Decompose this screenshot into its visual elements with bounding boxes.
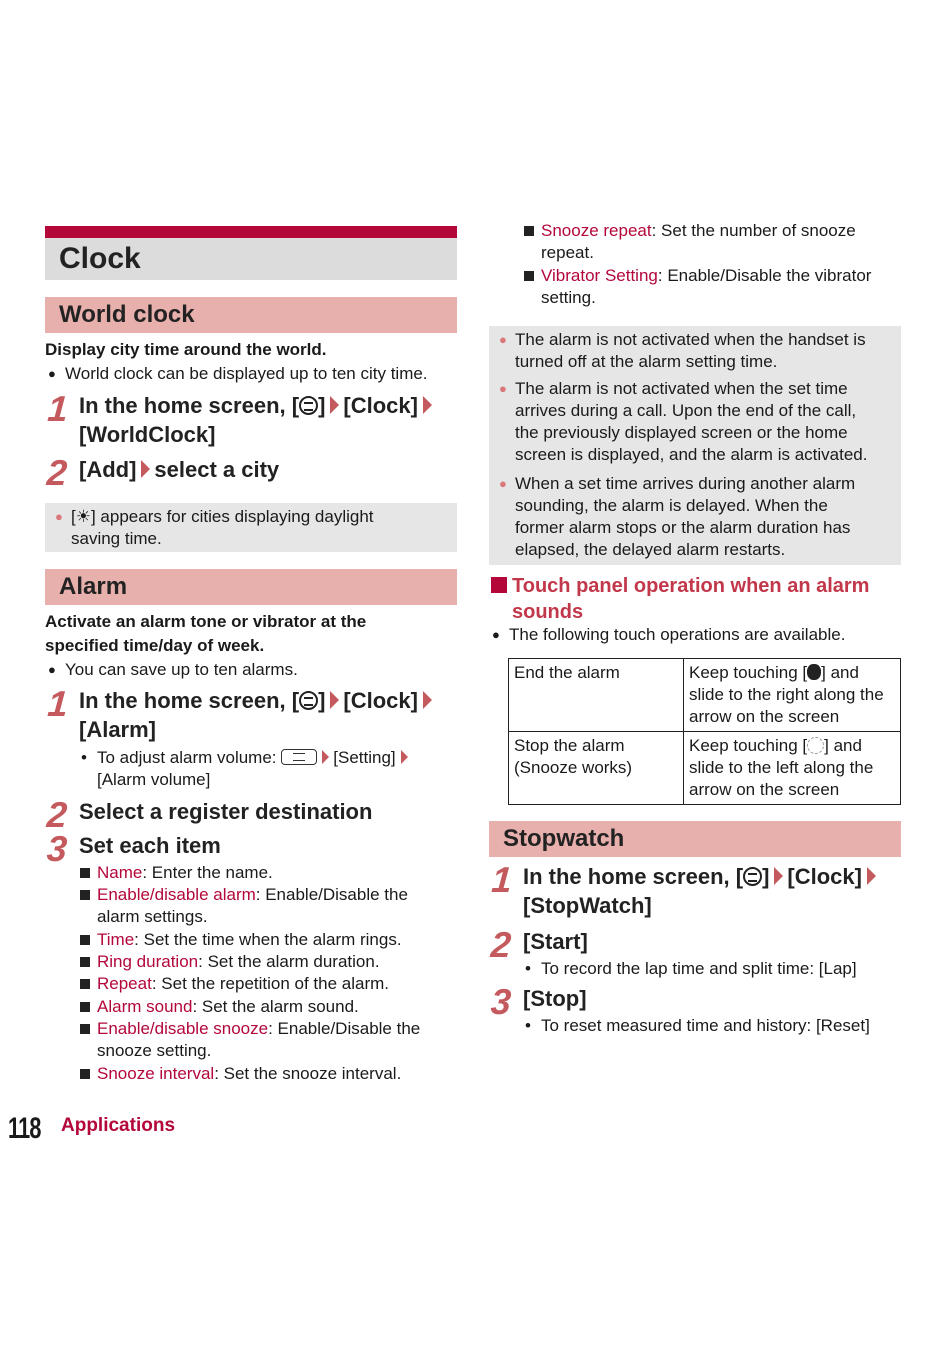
world-clock-lead: Display city time around the world.	[45, 340, 327, 359]
touch-panel-bullet: ● The following touch operations are available.	[489, 624, 845, 646]
table-cell-operation: Keep touching [ ] and slide to the left along the arrow on the screen	[684, 732, 901, 805]
note-text: [	[71, 507, 76, 526]
setting-item-snooze-repeat: Snooze repeat: Set the number of snooze repeat.	[523, 220, 856, 264]
setting-item-snooze-interval: Snooze interval: Set the snooze interval.	[79, 1063, 401, 1085]
arrow-right-icon	[330, 691, 339, 709]
arrow-right-icon	[423, 691, 432, 709]
step-number: 2	[45, 452, 69, 493]
step-item-clock: [Clock]	[343, 688, 418, 713]
arrow-right-icon	[401, 750, 408, 764]
step-number: 2	[489, 924, 513, 965]
world-clock-step-2	[47, 453, 279, 493]
alarm-note-2: ● The alarm is not activated when the set time arrives during a call. Upon the end of the call, the previously displayed screen or the home screen is displayed, and the alarm is activated.	[489, 378, 901, 466]
section-heading-world-clock: World clock	[45, 297, 457, 333]
alarm-note-1: ● The alarm is not activated when the handset is turned off at the alarm setting time.	[489, 329, 901, 373]
title-accent-bar	[45, 226, 457, 238]
setting-item-time: Time: Set the time when the alarm rings.	[79, 929, 402, 951]
menu-key-icon	[281, 749, 317, 765]
sun-icon: ☀	[75, 507, 91, 526]
alarm-note-3: ● When a set time arrives during another alarm sounding, the alarm is delayed. When the former alarm stops or the alarm duration has elapsed, the delayed alarm restarts.	[489, 473, 901, 561]
table-row	[509, 732, 901, 805]
world-clock-note	[45, 503, 457, 552]
arrow-right-icon	[867, 867, 876, 885]
table-cell-action: Stop the alarm (Snooze works)	[509, 732, 684, 805]
alarm-lead-line: specified time/day of week.	[45, 636, 265, 655]
step-item-alarm: [Alarm]	[79, 717, 157, 742]
step-text: [Stop]	[523, 986, 587, 1011]
arrow-right-icon	[423, 396, 432, 414]
sub-item-setting: [Setting]	[333, 748, 396, 767]
alarm-notes	[489, 326, 901, 565]
step-number: 2	[45, 794, 69, 835]
touch-panel-heading: Touch panel operation when an alarm sounds	[489, 573, 869, 625]
alarm-icon	[807, 664, 821, 680]
step-text-close: ]	[762, 864, 770, 889]
step-text: In the home screen, [	[523, 864, 744, 889]
step-number: 1	[46, 683, 70, 724]
footer-section-label: Applications	[61, 1115, 176, 1136]
setting-item-enable-snooze: Enable/disable snooze: Enable/Disable the snooze setting.	[79, 1018, 420, 1062]
step-text: In the home screen, [	[79, 688, 300, 713]
table-cell-action: End the alarm	[509, 659, 684, 732]
setting-item-repeat: Repeat: Set the repetition of the alarm.	[79, 973, 389, 995]
page-number: 118	[8, 1112, 41, 1145]
step-text: [Start]	[523, 929, 588, 954]
page-title: Clock	[45, 238, 457, 280]
snooze-icon	[807, 737, 824, 754]
step-item-clock: [Clock]	[343, 393, 418, 418]
alarm-step-1	[47, 684, 436, 744]
step-item-clock: [Clock]	[787, 864, 862, 889]
step-item-select-city: select a city	[154, 457, 280, 482]
note-text: saving time.	[71, 529, 162, 548]
sub-item-alarm-volume: [Alarm volume]	[97, 770, 211, 789]
step-number: 1	[46, 388, 70, 429]
step-number: 1	[490, 859, 514, 900]
stopwatch-step-1	[491, 860, 880, 920]
setting-item-ring-duration: Ring duration: Set the alarm duration.	[79, 951, 380, 973]
world-clock-step-1	[47, 389, 436, 449]
sub-text: To adjust alarm volume:	[97, 748, 277, 767]
step-item-add: [Add]	[79, 457, 137, 482]
menu-circle-icon	[299, 691, 318, 710]
arrow-right-icon	[141, 460, 150, 478]
section-heading-stopwatch: Stopwatch	[489, 821, 901, 857]
table-cell-operation: Keep touching [ ] and slide to the right along the arrow on the screen	[684, 659, 901, 732]
table-row	[509, 659, 901, 732]
menu-circle-icon	[743, 867, 762, 886]
step-item-stopwatch: [StopWatch]	[523, 893, 652, 918]
step-text: Select a register destination	[79, 799, 373, 824]
setting-item-alarm-sound: Alarm sound: Set the alarm sound.	[79, 996, 359, 1018]
note-text: ] appears for cities displaying daylight	[90, 507, 374, 526]
step-number: 3	[489, 981, 513, 1022]
stopwatch-step-2-sub: • To record the lap time and split time: [Lap]	[523, 958, 857, 980]
setting-item-enable-alarm: Enable/disable alarm: Enable/Disable the alarm settings.	[79, 884, 408, 928]
arrow-right-icon	[774, 867, 783, 885]
alarm-step-1-sub	[79, 747, 449, 791]
note-line	[45, 506, 457, 550]
world-clock-bullet: ● World clock can be displayed up to ten city time.	[45, 363, 428, 385]
arrow-right-icon	[330, 396, 339, 414]
alarm-lead	[45, 610, 366, 658]
alarm-bullet: ● You can save up to ten alarms.	[45, 659, 298, 681]
touch-operations-table	[508, 658, 901, 805]
section-heading-alarm: Alarm	[45, 569, 457, 605]
stopwatch-step-3-sub: • To reset measured time and history: [Reset]	[523, 1015, 870, 1037]
setting-item-name: Name: Enter the name.	[79, 862, 273, 884]
step-item-worldclock: [WorldClock]	[79, 422, 216, 447]
step-text-close: ]	[318, 688, 326, 713]
arrow-right-icon	[322, 750, 329, 764]
step-number: 3	[45, 828, 69, 869]
alarm-lead-line: Activate an alarm tone or vibrator at the	[45, 612, 367, 631]
setting-item-vibrator: Vibrator Setting: Enable/Disable the vibrator setting.	[523, 265, 871, 309]
menu-circle-icon	[299, 396, 318, 415]
step-text: In the home screen, [	[79, 393, 300, 418]
step-text-close: ]	[318, 393, 326, 418]
step-text: Set each item	[79, 833, 221, 858]
